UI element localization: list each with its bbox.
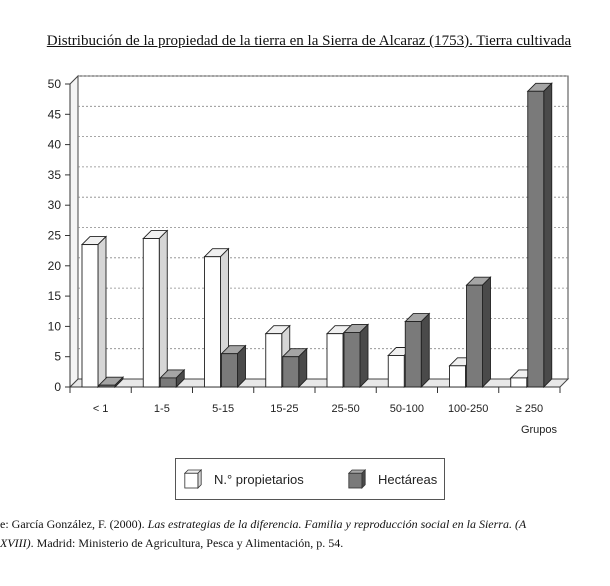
y-tick-label: 40 [47,137,61,152]
source-book-title-cont: XVIII) [0,536,31,550]
source-author: e: García González, F. (2000). [0,517,148,531]
y-tick-label: 50 [47,77,61,91]
bar-owners [327,334,343,387]
source-line-2 [0,534,610,553]
x-tick-label: 1-5 [153,403,170,415]
chart-legend [175,458,445,500]
y-tick-label: 30 [47,198,61,213]
bar-owners [450,366,466,387]
bar-hectares-side [360,324,368,387]
y-tick-label: 20 [47,258,61,273]
bar-hectares [467,285,483,387]
y-tick-label: 0 [54,380,61,394]
source-line-1 [0,515,610,534]
bar-hectares [222,354,238,387]
x-tick-label: 5-15 [212,403,235,415]
bar-owners [511,378,527,387]
plot-side-wall [70,76,78,387]
y-tick-label: 35 [47,167,61,182]
bar-hectares [528,91,544,387]
bar-owners [388,355,404,387]
chart-title: Distribución de la propiedad de la tierra en la Sierra de Alcaraz (1753). Tierra cultivada [46,33,572,49]
bar-hectares [283,357,299,387]
bar-hectares-side [238,346,246,387]
source-book-title: Las estrategias de la diferencia. Familia y reproducción social en la Sierra. (A [147,517,527,531]
y-tick-label: 10 [47,319,61,334]
bar-hectares [99,385,115,387]
bar-owners [82,245,98,387]
bar-hectares-side [544,83,552,387]
bar-owners [266,334,282,387]
x-tick-label: 15-25 [270,403,299,415]
y-tick-label: 45 [47,107,61,122]
bar-hectares-side [421,314,429,387]
y-tick-label: 25 [47,228,61,243]
source-citation [0,515,610,553]
bar-hectares [344,332,360,387]
bar-hectares-side [483,277,491,387]
bar-owners-side [159,231,167,387]
x-tick-label: 100-250 [447,403,489,415]
y-tick-label: 5 [54,349,61,364]
bar-owners [143,239,159,387]
legend-swatch-hectares [348,468,366,490]
bar-owners-side [98,237,106,387]
x-tick-label: < 1 [92,403,109,415]
x-tick-label: 25-50 [331,403,360,415]
x-tick-label: 50-100 [389,403,425,415]
legend-swatch-owners [184,468,202,490]
bar-hectares [405,322,421,387]
x-axis-label: Grupos [520,424,558,436]
source-publisher: . Madrid: Ministerio de Agricultura, Pesca y Alimentación, p. 54. [30,536,344,550]
bar-hectares [160,378,176,387]
legend-label-owners: N.° propietarios [214,472,304,487]
x-tick-label: ≥ 250 [515,403,544,415]
legend-label-hectares: Hectáreas [378,472,438,487]
y-tick-label: 15 [47,289,61,304]
bar-owners [205,257,221,387]
